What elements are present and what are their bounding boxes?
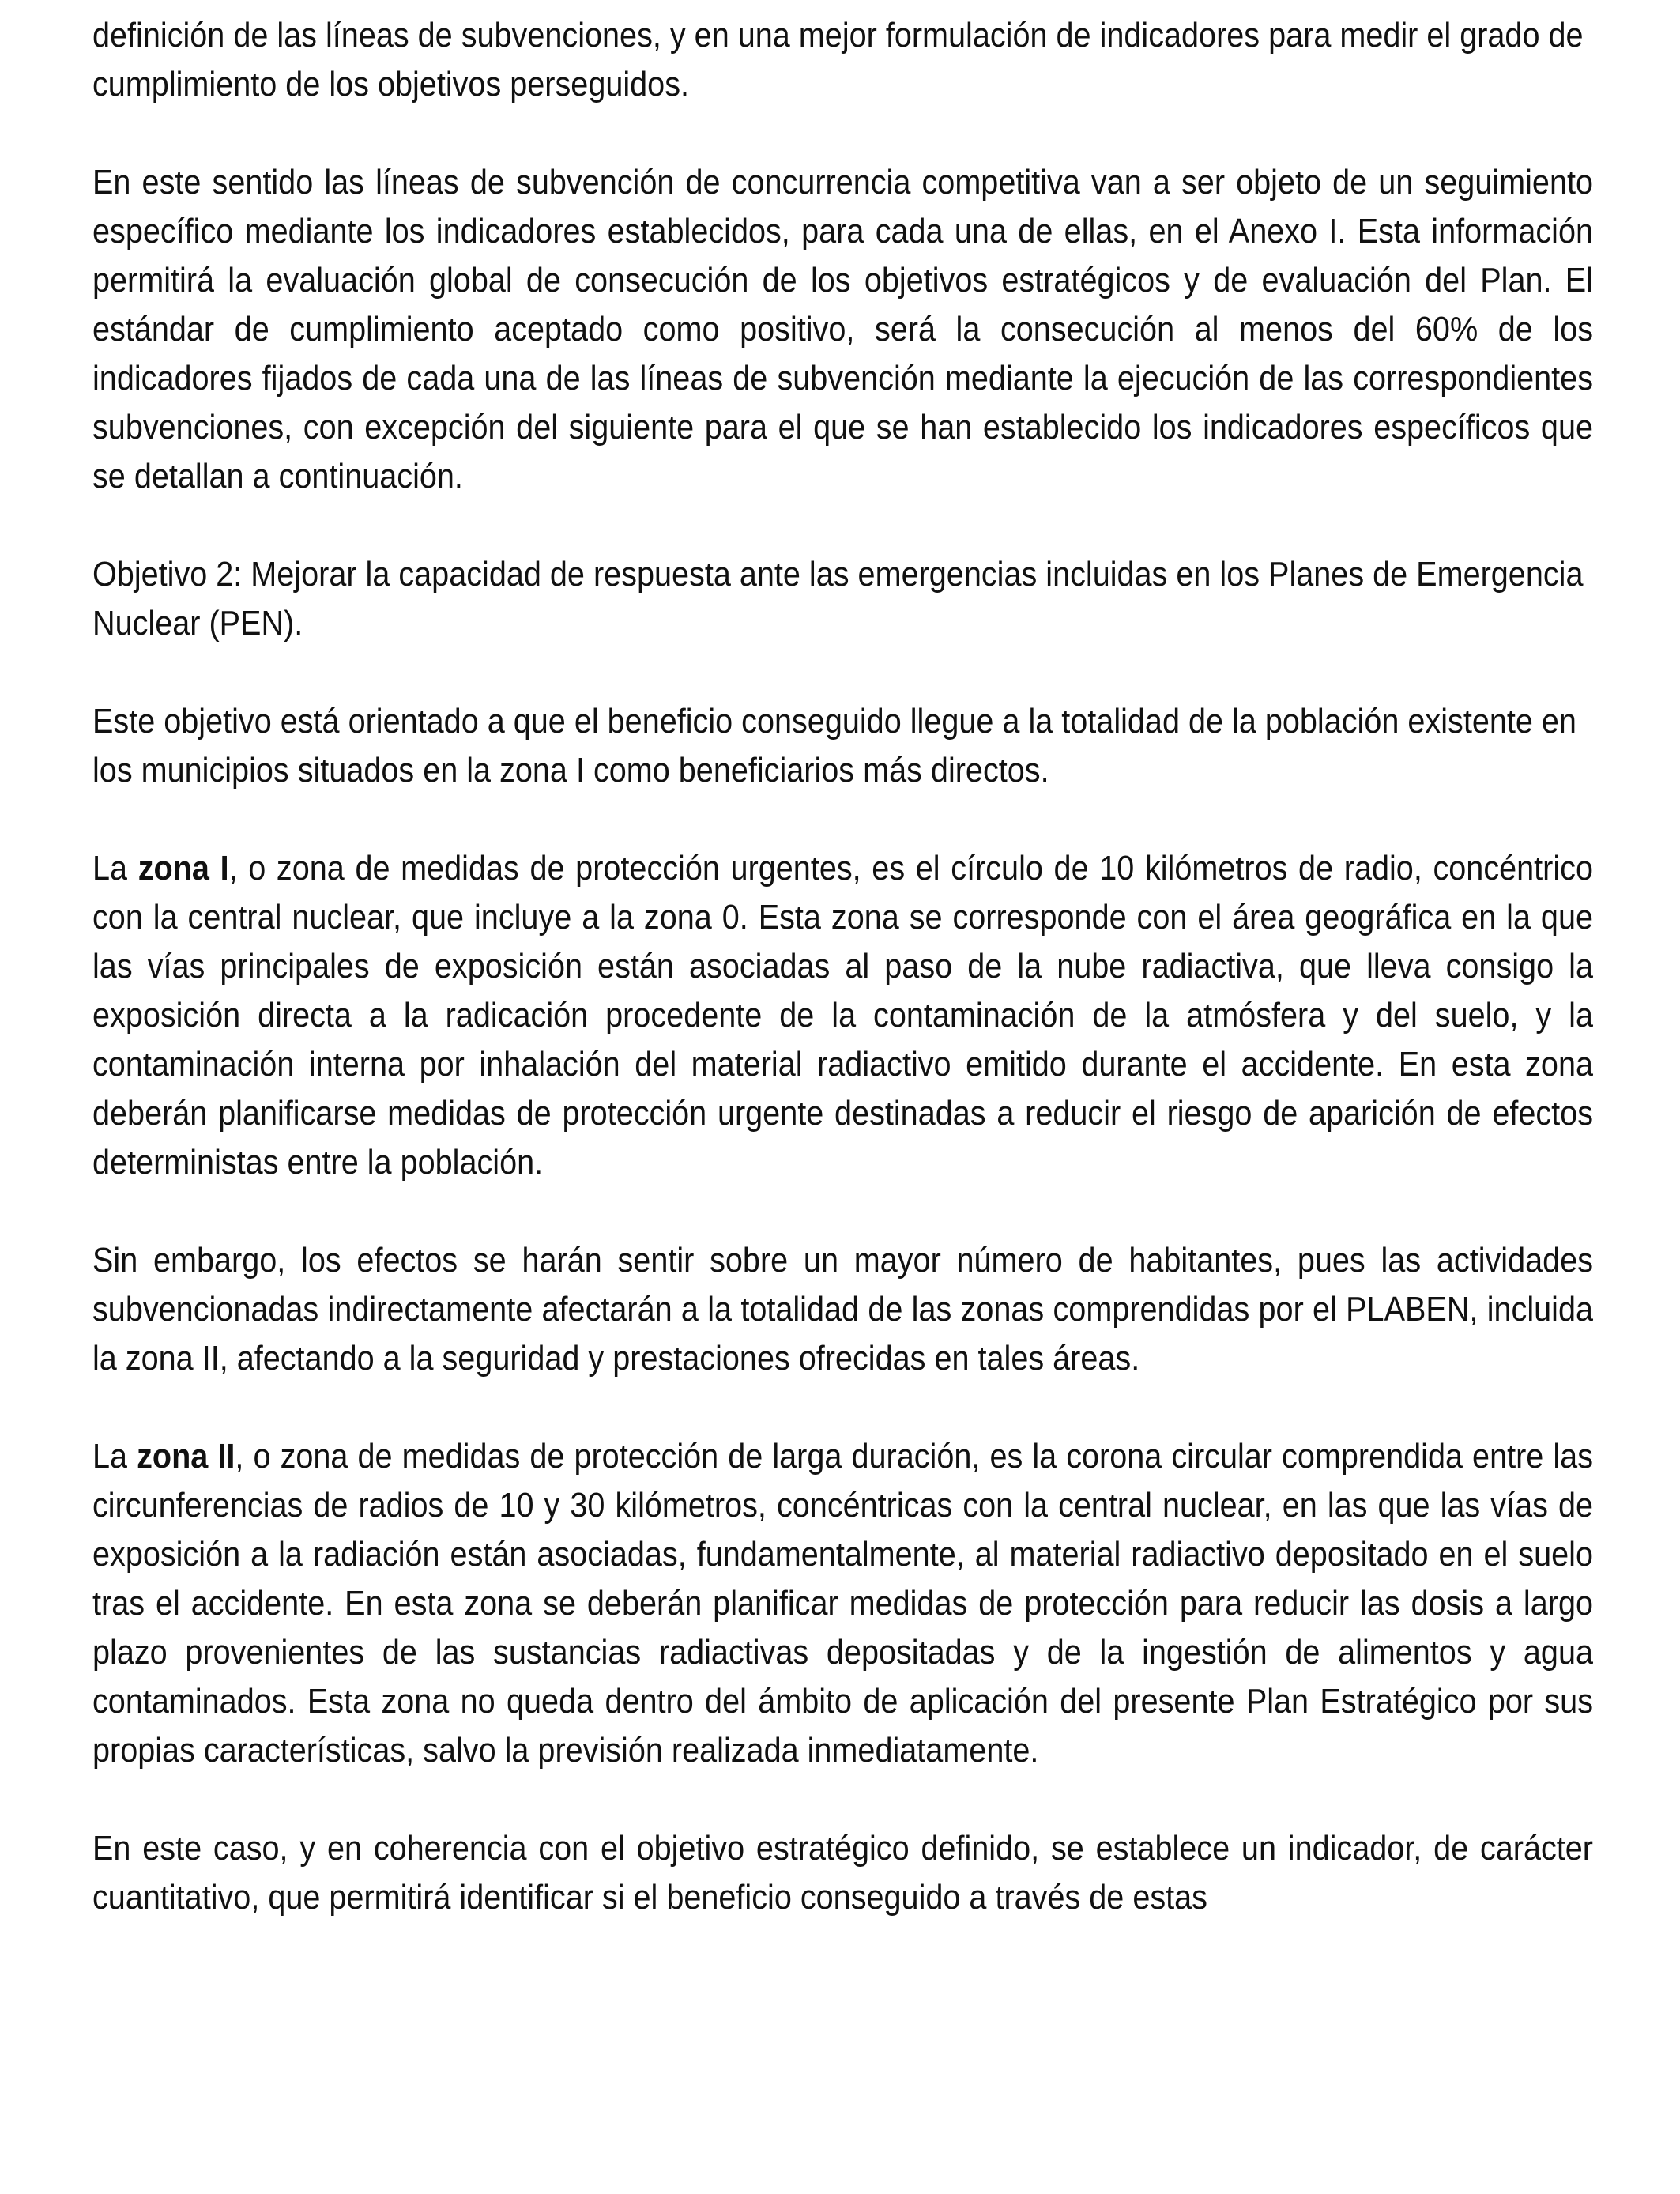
paragraph-zona-i (92, 844, 1593, 1187)
paragraph-sin-embargo (92, 1236, 1593, 1383)
paragraph-text: Sin embargo, los efectos se harán sentir sobre un mayor número de habitantes, pues las actividades subvencionadas indirectamente afectarán a la totalidad de las zonas comprendidas por el PLABEN, incluida la zona II, afectando a la seguridad y prestaciones ofrecidas en tales áreas. (92, 1241, 1593, 1378)
paragraph-en-este-caso (92, 1824, 1593, 1922)
paragraph-text: , o zona de medidas de protección de larga duración, es la corona circular comprendida entre las circunferencias de radios de 10 y 30 kilómetros, concéntricas con la central nuclear, en las que las vías de exposición a la radiación están asociadas, fundamentalmente, al material radiactivo depositado en el suelo tras el accidente. En esta zona se deberán planificar medidas de protección para reducir las dosis a largo plazo provenientes de las sustancias radiactivas depositadas y de la ingestión de alimentos y agua contaminados. Esta zona no queda dentro del ámbito de aplicación del presente Plan Estratégico por sus propias características, salvo la previsión realizada inmediatamente. (92, 1437, 1594, 1770)
paragraph-text: Este objetivo está orientado a que el beneficio conseguido llegue a la totalidad de la población existente en los municipios situados en la zona I como beneficiarios más directos. (92, 702, 1576, 790)
paragraph-text: , o zona de medidas de protección urgentes, es el círculo de 10 kilómetros de radio, concéntrico con la central nuclear, que incluye a la zona 0. Esta zona se corresponde con el área geográfica en la que las vías principales de exposición están asociadas al paso de la nube radiactiva, que lleva consigo la exposición directa a la radicación procedente de la contaminación de la atmósfera y del suelo, y la contaminación interna por inhalación del material radiactivo emitido durante el accidente. En esta zona deberán planificarse medidas de protección urgente destinadas a reducir el riesgo de aparición de efectos deterministas entre la población. (92, 849, 1593, 1182)
paragraph-prefix: La (92, 1437, 137, 1476)
paragraph-text: En este sentido las líneas de subvención de concurrencia competitiva van a ser objeto de un seguimiento específico mediante los indicadores establecidos, para cada una de ellas, en el Anexo I. Esta información permitirá la evaluación global de consecución de los objetivos estratégicos y de evaluación del Plan. El estándar de cumplimiento aceptado como positivo, será la consecución al menos del 60% de los indicadores fijados de cada una de las líneas de subvención mediante la ejecución de las correspondientes subvenciones, con excepción del siguiente para el que se han establecido los indicadores específicos que se detallan a continuación. (92, 163, 1593, 496)
paragraph-text: En este caso, y en coherencia con el objetivo estratégico definido, se establece un indicador, de carácter cuantitativo, que permitirá identificar si el beneficio conseguido a través de estas (92, 1829, 1593, 1917)
document-body (92, 11, 1593, 1922)
paragraph-continuation (92, 11, 1593, 109)
paragraph-zona-ii (92, 1432, 1593, 1775)
paragraph-text: definición de las líneas de subvenciones, y en una mejor formulación de indicadores para medir el grado de cumplimiento de los objetivos perseguidos. (92, 16, 1584, 104)
paragraph-prefix: La (92, 849, 138, 888)
zona-i-term: zona I (137, 849, 229, 888)
paragraph-beneficio (92, 697, 1593, 795)
paragraph-text: Objetivo 2: Mejorar la capacidad de respuesta ante las emergencias incluidas en los Planes de Emergencia Nuclear (PEN). (92, 555, 1584, 643)
paragraph-objetivo-2 (92, 550, 1593, 648)
paragraph-indicadores (92, 158, 1593, 501)
zona-ii-term: zona II (137, 1437, 235, 1476)
